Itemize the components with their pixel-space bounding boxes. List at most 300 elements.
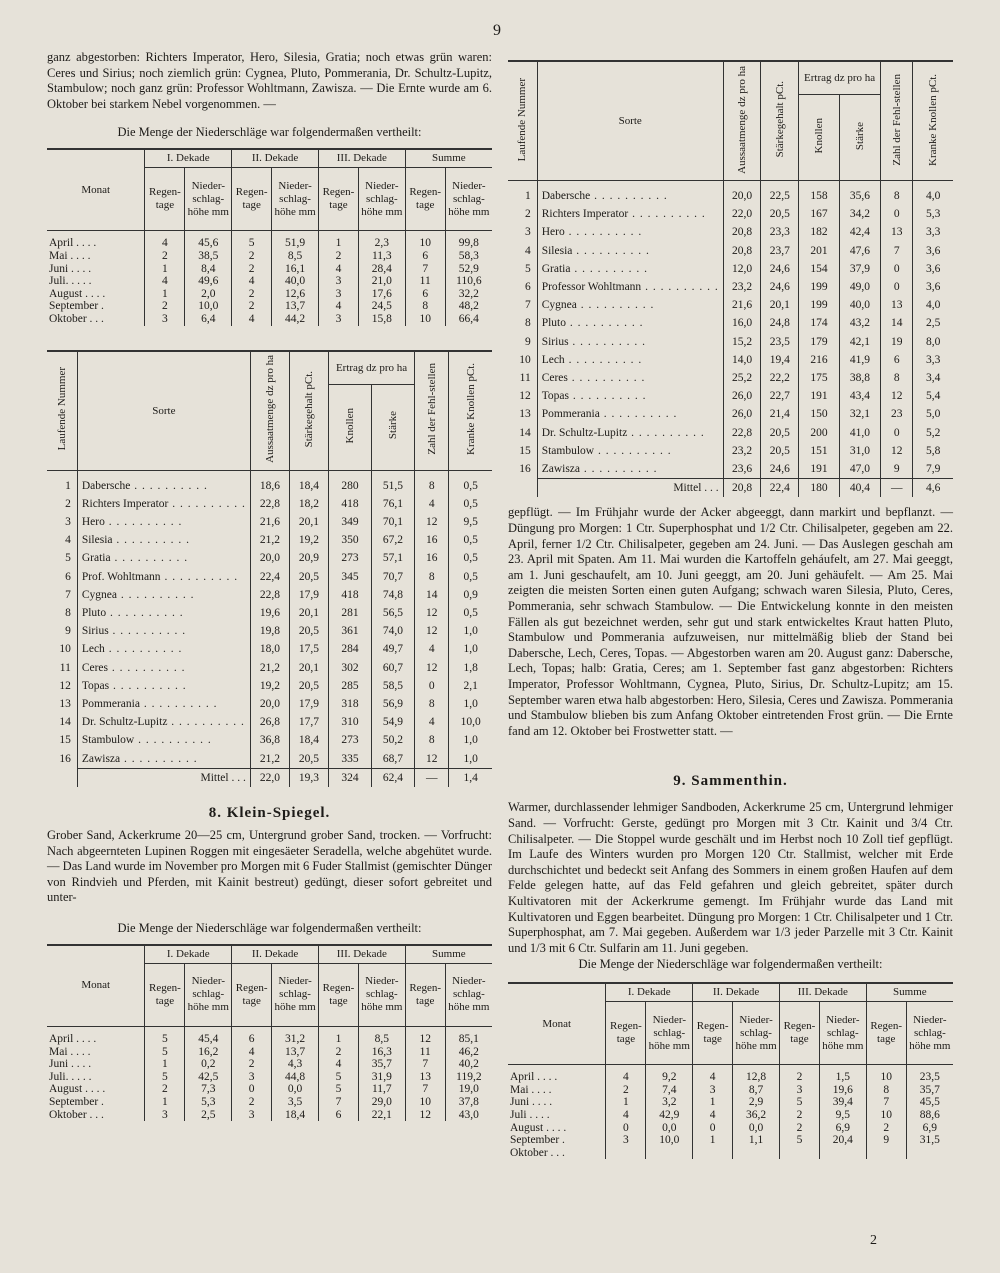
variety-value: 200	[799, 424, 840, 442]
variety-name-text: Professor Wohltmann	[541, 281, 642, 294]
rain1-month-header: Monat	[47, 149, 145, 231]
variety-value: 26,0	[723, 405, 761, 423]
vt2-header-krank	[913, 61, 953, 181]
rain-value: 23,5	[906, 1071, 953, 1084]
rain-value: 1	[145, 288, 185, 301]
rain-value: 24,5	[358, 300, 405, 313]
rain2-sub-niederschlag: Nieder-schlag-höhe mm	[358, 963, 405, 1026]
variety-value: 0	[881, 260, 913, 278]
rain-value: 5	[145, 1071, 185, 1084]
variety-value: 174	[799, 314, 840, 332]
variety-value: 56,9	[371, 695, 414, 713]
variety-value: 0,5	[449, 604, 492, 622]
leader-dots: . . . . . . . . . .	[168, 497, 246, 510]
right-text-paragraph: gepflügt. — Im Frühjahr wurde der Acker abgeeggt, dann markirt und bepflanzt. — Düngung pro Morgen: 1 Ctr. Superphosphat und 1/2 Ctr. Chilisalpeter, gegeben am 22. April, ferner 1/2 Ctr. Chilisalpeter, gegeben am 24. Juni. — Das Auslegen geschah am 23. April mit Spaten. Am 11. Mai wurden die Kartoffeln geháufelt, am 27. Mai geeggt, am 1. Juni geschaufelt, am 10. Juni geeggt, am 20. Juni gehäufelt. — Am 25. Mai zeigten die meisten Sorten einen guten Aufgang; schwach waren Silesia, Pluto, Ceres, Pommerania, sehr schwach Stambulow. — Die Entwickelung konnte in den meisten Fällen als gut bezeichnet werden, sehr gut und stark entwickeltes Kraut hatten Pluto, Stambulow und Pommerania aufzuweisen, nur mittelmäßig blieb der Stand bei Dabersche, Lech, Ceres, Topas. — Abgestorben waren am 20. August ganz: Dabersche, Lech, Topas; halb: Gratia, Ceres; am 1. September fast ganz abgestorben: Richters Imperator, Professor Wohltmann, Cygnea, Pluto, Sirius, Dr. Schultz-Lupitz; am 15. September waren etwa halb abgestorben: Hero, Silesia, Ceres und Zawisza. Pommerania und Stambulow blieben bis zum Anfang Oktober eintretenden Frost grün. — Die Ernte fand am 12. Oktober bei Frostwetter statt. —	[508, 505, 953, 738]
rain-value: 7,3	[185, 1083, 232, 1096]
rain2-row	[47, 1109, 492, 1122]
rain3-row	[508, 1109, 953, 1122]
variety-value: 5,8	[913, 442, 953, 460]
vt1-row	[47, 495, 492, 513]
month-label: Mai . . . .	[510, 1083, 552, 1096]
leader-dots: . . . . . . . . . .	[567, 372, 646, 385]
variety-value: 4	[415, 495, 449, 513]
variety-value: 24,6	[761, 278, 799, 296]
variety-value: 22,8	[250, 586, 289, 604]
variety-value: 16,0	[723, 314, 761, 332]
rain-value: 3	[145, 1109, 185, 1122]
leader-dots: . . . . . . . . . .	[116, 588, 195, 601]
variety-value: 7,9	[913, 460, 953, 479]
variety-value: 18,4	[289, 731, 328, 749]
variety-value: 24,8	[761, 314, 799, 332]
mean-value: 62,4	[371, 768, 414, 787]
mean-value: 180	[799, 479, 840, 498]
rain3-group-header: II. Dekade	[693, 983, 780, 1002]
rain-value: 19,6	[819, 1084, 866, 1097]
rain-value: 32,2	[445, 288, 492, 301]
rain2-sub-niederschlag: Nieder-schlag-höhe mm	[272, 963, 319, 1026]
variety-value: 151	[799, 442, 840, 460]
rain-value: 2	[145, 1083, 185, 1096]
rain-value: 11	[405, 275, 445, 288]
rain-value: 2	[318, 1046, 358, 1059]
leader-dots: . . . . . . . . . .	[108, 625, 187, 638]
rain-value: 2	[145, 250, 185, 263]
vt1-header-text-aussaat: Aussaatmenge dz pro ha	[263, 355, 276, 463]
variety-value: 20,9	[289, 549, 328, 567]
rain-value: 99,8	[445, 237, 492, 250]
rain-value: 6	[405, 288, 445, 301]
rain-value: 6	[232, 1033, 272, 1046]
right-column	[508, 60, 953, 1159]
rain-value: 2	[232, 288, 272, 301]
rain-value: 52,9	[445, 263, 492, 276]
vt1-header-text-staerke_pct: Stärkegehalt pCt.	[302, 370, 315, 448]
variety-name-text: Cygnea	[541, 299, 577, 312]
variety-value: 58,5	[371, 677, 414, 695]
variety-name	[537, 333, 723, 351]
variety-name-text: Topas	[541, 390, 570, 403]
rain-value: 2	[779, 1071, 819, 1084]
rain3-row	[508, 1147, 953, 1160]
rain1-group-header: Summe	[405, 149, 492, 168]
rain-value: 5	[779, 1134, 819, 1147]
rain2-sub-regentage: Regen-tage	[318, 963, 358, 1026]
variety-value: 74,8	[371, 586, 414, 604]
variety-value: 20,5	[289, 622, 328, 640]
variety-value: 14	[881, 314, 913, 332]
rain-value	[606, 1147, 646, 1160]
variety-value: 19,4	[761, 351, 799, 369]
vt1-header-text-sorte: Sorte	[152, 404, 176, 417]
vt2-row	[508, 278, 953, 296]
variety-value: 0,5	[449, 477, 492, 495]
leader-dots: . . . . . . . . . .	[572, 244, 650, 257]
rain3-group-header: I. Dekade	[606, 983, 693, 1002]
rain3-sub-niederschlag: Nieder-schlag-höhe mm	[733, 1002, 780, 1065]
variety-name-text: Richters Imperator	[81, 497, 169, 510]
rain-value: 21,0	[358, 275, 405, 288]
rain-value: 3	[232, 1071, 272, 1084]
vt2-row	[508, 405, 953, 423]
row-number: 8	[524, 317, 531, 330]
variety-value: 1,0	[449, 622, 492, 640]
rain-value: 6,9	[906, 1122, 953, 1135]
variety-value: 8	[415, 477, 449, 495]
vt2-row	[508, 442, 953, 460]
variety-value: 9	[881, 460, 913, 479]
vt1-row	[47, 731, 492, 749]
leader-dots: . . . . . . . . . .	[112, 534, 190, 547]
rain-value: 2	[606, 1084, 646, 1097]
rain1-sub-regentage: Regen-tage	[232, 168, 272, 231]
rain-value: 7	[866, 1096, 906, 1109]
variety-value: 1,0	[449, 750, 492, 769]
variety-value: 18,0	[250, 640, 289, 658]
vt2-header-staerke_pct	[761, 61, 799, 181]
row-number: 3	[65, 515, 71, 528]
month-label: Oktober . . .	[49, 312, 104, 325]
rain-value: 13	[405, 1071, 445, 1084]
variety-value: 42,1	[839, 333, 880, 351]
variety-value: 19,2	[250, 677, 289, 695]
rain-value: 37,8	[445, 1096, 492, 1109]
variety-name	[537, 351, 723, 369]
variety-name-text: Sirius	[81, 625, 109, 638]
rain-value: 88,6	[906, 1109, 953, 1122]
vt2-header-text-fehl: Zahl der Fehl-stellen	[890, 73, 903, 166]
variety-value: 0,9	[449, 586, 492, 604]
page-number: 9	[493, 22, 501, 39]
vt2-header-text-knollen: Knollen	[812, 118, 825, 154]
rain3-row	[508, 1071, 953, 1084]
leader-dots: . . . . . . . . . .	[167, 716, 245, 729]
variety-value: 158	[799, 187, 840, 205]
row-number: 16	[519, 463, 531, 476]
rain-value: 7	[405, 1058, 445, 1071]
variety-value: 284	[329, 640, 372, 658]
variety-name-text: Silesia	[81, 534, 113, 547]
rain2-month-header: Monat	[47, 945, 145, 1027]
row-number: 7	[524, 299, 531, 312]
variety-value: 76,1	[371, 495, 414, 513]
mean-value: 1,4	[449, 768, 492, 787]
variety-value: 310	[329, 713, 372, 731]
variety-value: 23,5	[761, 333, 799, 351]
rain-value	[866, 1147, 906, 1160]
variety-value: 4,0	[913, 187, 953, 205]
variety-value: 4	[415, 640, 449, 658]
rain-value: 6	[318, 1109, 358, 1122]
rain-value: 7	[318, 1096, 358, 1109]
variety-value: 47,0	[839, 460, 880, 479]
row-number: 6	[65, 570, 71, 583]
variety-value: 0,5	[449, 531, 492, 549]
variety-value: 31,0	[839, 442, 880, 460]
variety-value: 418	[329, 586, 372, 604]
variety-value: 285	[329, 677, 372, 695]
variety-name	[537, 424, 723, 442]
variety-value: 12	[881, 387, 913, 405]
vt2-header-text-staerke: Stärke	[853, 121, 866, 151]
variety-value: 20,1	[289, 659, 328, 677]
rain-value: 35,7	[358, 1058, 405, 1071]
leader-dots: . . . . . . . . . .	[130, 479, 208, 492]
variety-value: 191	[799, 460, 840, 479]
rain-value: 7	[405, 263, 445, 276]
vt2-header-text-staerke_pct: Stärkegehalt pCt.	[773, 81, 786, 158]
variety-value: 54,9	[371, 713, 414, 731]
variety-name	[77, 549, 250, 567]
variety-value: 20,5	[289, 750, 328, 769]
mean-label: Mittel . . .	[537, 479, 723, 498]
variety-value: 22,8	[250, 495, 289, 513]
variety-value: 150	[799, 405, 840, 423]
variety-table-1	[47, 350, 492, 787]
rain-value: 40,0	[272, 275, 319, 288]
rain-value: 28,4	[358, 263, 405, 276]
variety-value: 22,8	[723, 424, 761, 442]
rain-value: 10	[866, 1071, 906, 1084]
rain-value: 119,2	[445, 1071, 492, 1084]
rain-value: 9,2	[646, 1071, 693, 1084]
variety-value: 37,9	[839, 260, 880, 278]
variety-name-text: Topas	[81, 679, 110, 692]
leader-dots: . . . . . . . . . .	[110, 552, 189, 565]
rain2-group-header: I. Dekade	[145, 945, 232, 964]
row-number: 15	[519, 444, 531, 457]
variety-name	[537, 387, 723, 405]
variety-name	[537, 205, 723, 223]
rain-value: 1	[145, 1096, 185, 1109]
row-number: 1	[65, 479, 71, 492]
variety-table-2	[508, 60, 953, 497]
variety-name	[77, 695, 250, 713]
rain-table-3	[508, 982, 953, 1159]
rain-value: 4	[232, 313, 272, 326]
variety-value: 23,2	[723, 278, 761, 296]
rain-value: 8,4	[185, 263, 232, 276]
section-9-heading: 9. Sammenthin.	[673, 773, 788, 790]
rain-table-1	[47, 148, 492, 325]
rain3-sub-regentage: Regen-tage	[779, 1002, 819, 1065]
rain-value: 36,2	[733, 1109, 780, 1122]
rain-value: 4	[318, 300, 358, 313]
variety-value: 34,2	[839, 205, 880, 223]
vt2-row	[508, 187, 953, 205]
rain-value: 49,6	[185, 275, 232, 288]
variety-value: 26,8	[250, 713, 289, 731]
variety-name-text: Hero	[81, 515, 105, 528]
rain-value: 0,0	[733, 1122, 780, 1135]
row-number: 13	[519, 408, 531, 421]
leader-dots: . . . . . . . . . .	[568, 335, 647, 348]
variety-name-text: Dabersche	[81, 479, 131, 492]
rain-value: 8,7	[733, 1084, 780, 1097]
rain-value: 51,9	[272, 237, 319, 250]
vt1-table	[47, 350, 492, 787]
rain1-sub-niederschlag: Nieder-schlag-höhe mm	[272, 168, 319, 231]
variety-value: 19,6	[250, 604, 289, 622]
mean-value: —	[415, 768, 449, 787]
variety-value: 49,7	[371, 640, 414, 658]
variety-name-text: Dr. Schultz-Lupitz	[81, 716, 168, 729]
rain3-row	[508, 1134, 953, 1147]
vt2-row	[508, 387, 953, 405]
month-label: April . . . .	[49, 237, 97, 250]
rain-value: 2,3	[358, 237, 405, 250]
leader-dots: . . . . . . . . . .	[106, 606, 184, 619]
variety-value: 41,0	[839, 424, 880, 442]
rain-value: 1	[318, 1033, 358, 1046]
rain3-group-header: III. Dekade	[779, 983, 866, 1002]
rain-value: 5	[232, 237, 272, 250]
rain1-row	[47, 250, 492, 263]
rain-value: 11,3	[358, 250, 405, 263]
rain-value: 45,5	[906, 1096, 953, 1109]
rain1-table	[47, 148, 492, 325]
rain3-month-header: Monat	[508, 983, 606, 1065]
rain-value: 110,6	[445, 275, 492, 288]
leader-dots: . . . . . . . . . .	[628, 208, 706, 221]
variety-value: 12	[881, 442, 913, 460]
variety-name	[537, 296, 723, 314]
variety-name	[77, 477, 250, 495]
vt2-header-knollen	[799, 95, 840, 181]
rain-value: 31,9	[358, 1071, 405, 1084]
vt2-row	[508, 205, 953, 223]
variety-value: 10,0	[449, 713, 492, 731]
month-label: August . . . .	[49, 1083, 106, 1096]
month-label: Juli. . . . .	[49, 275, 92, 288]
rain-value: 2	[232, 250, 272, 263]
rain-value: 1,1	[733, 1134, 780, 1147]
variety-value: 302	[329, 659, 372, 677]
month-label: September .	[49, 300, 104, 313]
month-label: April . . . .	[49, 1032, 97, 1045]
rain-value: 4	[145, 237, 185, 250]
variety-value: 18,6	[250, 477, 289, 495]
rain1-row	[47, 288, 492, 301]
month-label: Oktober . . .	[510, 1146, 565, 1159]
variety-name	[77, 731, 250, 749]
variety-value: 167	[799, 205, 840, 223]
vt1-row	[47, 677, 492, 695]
rain-value: 2	[232, 1058, 272, 1071]
rain-value: 6,9	[819, 1122, 866, 1135]
variety-name-text: Prof. Wohltmann	[81, 570, 161, 583]
variety-name-text: Pommerania	[81, 697, 140, 710]
leader-dots: . . . . . . . . . .	[139, 697, 218, 710]
rain-value: 0,2	[185, 1058, 232, 1071]
variety-value: 16	[415, 549, 449, 567]
rain-value	[733, 1147, 780, 1160]
variety-value: 60,7	[371, 659, 414, 677]
variety-value: 26,0	[723, 387, 761, 405]
variety-value: 2,1	[449, 677, 492, 695]
rain-value: 4	[318, 263, 358, 276]
variety-value: 20,0	[250, 549, 289, 567]
rain2-row	[47, 1033, 492, 1046]
rain3-sub-regentage: Regen-tage	[866, 1002, 906, 1065]
row-number: 12	[59, 679, 71, 692]
variety-value: 18,2	[289, 495, 328, 513]
vt1-header-text-staerke: Stärke	[386, 411, 399, 440]
variety-name-text: Pluto	[541, 317, 566, 330]
variety-value: 9,5	[449, 513, 492, 531]
month-label: Mai . . . .	[49, 249, 91, 262]
vt1-row	[47, 659, 492, 677]
row-number: 9	[65, 625, 71, 638]
month-label: April . . . .	[510, 1071, 558, 1084]
variety-value: 16	[415, 531, 449, 549]
variety-value: 20,1	[289, 513, 328, 531]
rain-value: 19,0	[445, 1083, 492, 1096]
vt1-header-staerke_pct	[289, 351, 328, 471]
leader-dots: . . . . . . . . . .	[566, 317, 644, 330]
variety-value: 273	[329, 731, 372, 749]
variety-value: 17,5	[289, 640, 328, 658]
month-label: August . . . .	[510, 1121, 567, 1134]
variety-name	[77, 604, 250, 622]
variety-value: 18,4	[289, 477, 328, 495]
rain-value: 17,6	[358, 288, 405, 301]
rain-caption-2: Die Menge der Niederschläge war folgendermaßen vertheilt:	[117, 920, 422, 935]
variety-value: 191	[799, 387, 840, 405]
variety-value: 3,3	[913, 351, 953, 369]
variety-value: 70,7	[371, 568, 414, 586]
leader-dots: . . . . . . . . . .	[641, 281, 719, 294]
variety-value: 57,1	[371, 549, 414, 567]
rain-value: 35,7	[906, 1084, 953, 1097]
variety-value: 68,7	[371, 750, 414, 769]
rain-value: 3	[693, 1084, 733, 1097]
rain-value: 0	[232, 1083, 272, 1096]
rain-value: 22,1	[358, 1109, 405, 1122]
variety-value: 22,4	[250, 568, 289, 586]
variety-name-text: Pluto	[81, 606, 107, 619]
variety-value: 23	[881, 405, 913, 423]
leader-dots: . . . . . . . . . .	[104, 515, 183, 528]
rain1-row	[47, 263, 492, 276]
leader-dots: . . . . . . . . . .	[580, 463, 658, 476]
rain-value: 5	[779, 1096, 819, 1109]
variety-value: 20,5	[289, 568, 328, 586]
rain1-sub-regentage: Regen-tage	[145, 168, 185, 231]
rain-value: 9	[866, 1134, 906, 1147]
rain-value: 10	[405, 1096, 445, 1109]
rain-value: 16,3	[358, 1046, 405, 1059]
footer-page-number: 2	[870, 1233, 877, 1248]
rain2-group-header: II. Dekade	[232, 945, 319, 964]
vt2-row	[508, 296, 953, 314]
vt2-row	[508, 223, 953, 241]
rain-value: 58,3	[445, 250, 492, 263]
rain-value: 0	[693, 1122, 733, 1135]
variety-value: 345	[329, 568, 372, 586]
variety-value: 20,1	[289, 604, 328, 622]
vt1-header-aussaat	[250, 351, 289, 471]
rain-value: 4	[693, 1109, 733, 1122]
vt1-row	[47, 604, 492, 622]
variety-value: 25,2	[723, 369, 761, 387]
rain-value: 5,3	[185, 1096, 232, 1109]
month-label: Oktober . . .	[49, 1108, 104, 1121]
variety-value: 5,0	[913, 405, 953, 423]
rain3-sub-regentage: Regen-tage	[606, 1002, 646, 1065]
vt2-header-aussaat	[723, 61, 761, 181]
rain-value: 1,5	[819, 1071, 866, 1084]
